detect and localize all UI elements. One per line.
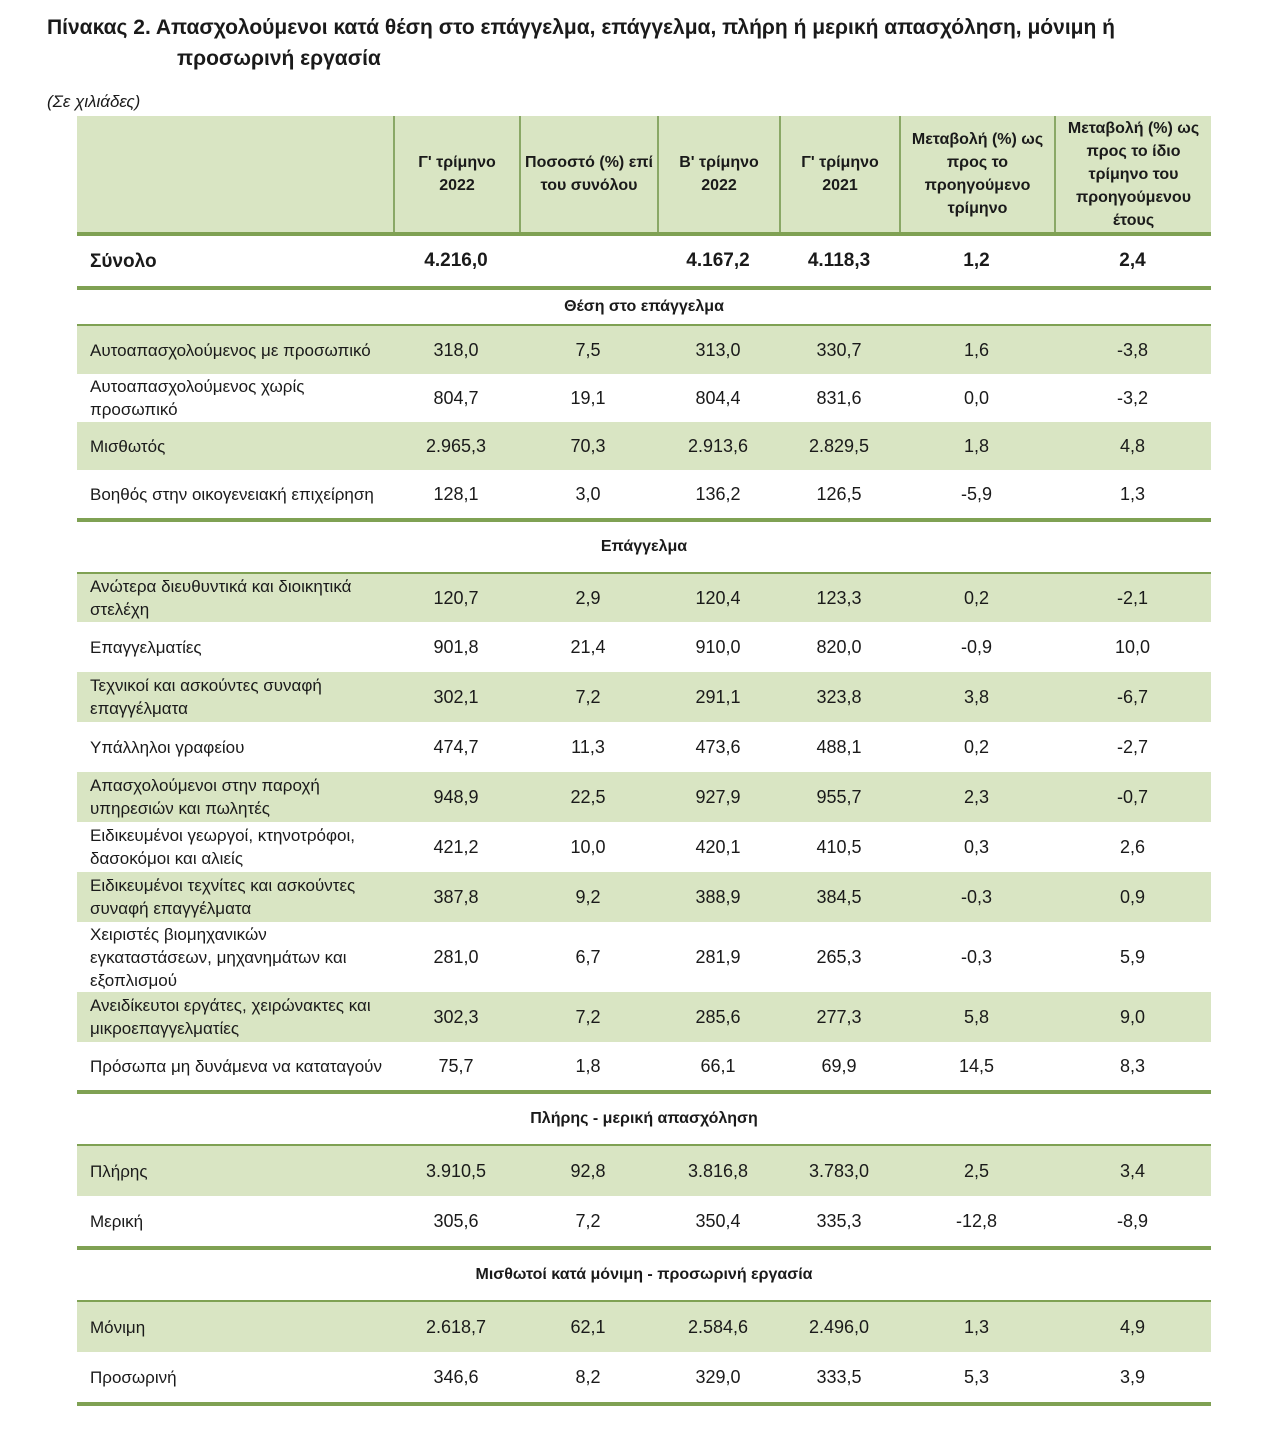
row-label: Υπάλληλοι γραφείου <box>90 737 245 757</box>
header-change-prev-year: Μεταβολή (%) ως προς το ίδιο τρίμηνο του προηγούμενου έτους <box>1054 116 1211 232</box>
cell: 3,9 <box>1119 1366 1146 1387</box>
cell: 346,6 <box>433 1366 479 1387</box>
cell: 3.783,0 <box>808 1160 870 1181</box>
cell: 1,8 <box>963 435 990 456</box>
cell: 3.910,5 <box>425 1160 487 1181</box>
cell: 5,9 <box>1119 946 1146 967</box>
cell: 955,7 <box>816 786 862 807</box>
cell: 69,9 <box>821 1055 857 1076</box>
row-label: Ειδικευμένοι τεχνίτες και ασκούντες συναφή επαγγέλματα <box>90 876 356 918</box>
cell: 4.167,2 <box>686 250 750 271</box>
cell: 1,8 <box>575 1055 601 1076</box>
cell: 2,3 <box>963 786 990 807</box>
cell: -6,7 <box>1116 686 1149 707</box>
header-q3-2021: Γ' τρίμηνο 2021 <box>779 116 899 232</box>
cell: 62,1 <box>570 1316 606 1337</box>
section-title: Μισθωτοί κατά μόνιμη - προσωρινή εργασία <box>475 1266 813 1283</box>
cell: 804,7 <box>433 387 479 408</box>
cell: 474,7 <box>433 736 479 757</box>
table-row <box>77 1302 1211 1352</box>
cell: 305,6 <box>433 1210 479 1231</box>
cell: 4.216,0 <box>424 250 488 271</box>
header-change-prev-quarter: Μεταβολή (%) ως προς το προηγούμενο τρίμηνο <box>899 116 1054 232</box>
cell: 9,2 <box>575 886 601 907</box>
cell: 66,1 <box>700 1055 736 1076</box>
cell: 420,1 <box>695 836 741 857</box>
cell: 0,2 <box>963 736 990 757</box>
cell: 3,0 <box>575 483 601 504</box>
row-label: Αυτοαπασχολούμενος χωρίς προσωπικό <box>90 377 305 419</box>
cell: 10,0 <box>1114 636 1151 657</box>
total-row <box>77 236 1211 286</box>
cell: -0,9 <box>960 636 993 657</box>
row-label: Ανώτερα διευθυντικά και διοικητικά στελέχη <box>90 577 352 619</box>
row-label: Προσωρινή <box>90 1367 177 1387</box>
cell: 123,3 <box>816 587 862 608</box>
cell: 0,3 <box>963 836 990 857</box>
cell: -0,3 <box>960 946 993 967</box>
table-row <box>77 922 1211 992</box>
cell: 302,1 <box>433 686 479 707</box>
cell <box>519 236 657 286</box>
cell: 910,0 <box>695 636 741 657</box>
cell: 7,5 <box>575 339 601 360</box>
cell: 277,3 <box>816 1006 862 1027</box>
cell: 0,0 <box>963 387 990 408</box>
cell: 948,9 <box>433 786 479 807</box>
table-row <box>77 374 1211 422</box>
cell: 75,7 <box>438 1055 474 1076</box>
cell: 281,0 <box>433 946 479 967</box>
cell: 22,5 <box>570 786 606 807</box>
cell: 6,7 <box>575 946 601 967</box>
cell: 3,4 <box>1119 1160 1146 1181</box>
cell: 384,5 <box>816 886 862 907</box>
table-row <box>77 422 1211 470</box>
cell: 2.913,6 <box>687 435 749 456</box>
cell: -2,1 <box>1116 587 1149 608</box>
cell: 5,8 <box>963 1006 990 1027</box>
cell: 2,4 <box>1119 250 1146 271</box>
cell: 120,4 <box>695 587 741 608</box>
header-q2-2022: Β' τρίμηνο 2022 <box>657 116 779 232</box>
table-row <box>77 822 1211 872</box>
cell: 5,3 <box>963 1366 990 1387</box>
cell: 333,5 <box>816 1366 862 1387</box>
cell: 901,8 <box>433 636 479 657</box>
cell: 128,1 <box>433 483 479 504</box>
row-label: Πλήρης <box>90 1161 148 1181</box>
row-label: Τεχνικοί και ασκούντες συναφή επαγγέλματα <box>90 676 322 718</box>
row-label: Μερική <box>90 1211 144 1231</box>
data-table <box>77 116 1211 1406</box>
cell: 302,3 <box>433 1006 479 1027</box>
cell: 421,2 <box>433 836 479 857</box>
cell: 473,6 <box>695 736 741 757</box>
cell: 4,9 <box>1119 1316 1146 1337</box>
cell: 4.118,3 <box>807 250 871 271</box>
cell: 410,5 <box>816 836 862 857</box>
cell: 318,0 <box>433 339 479 360</box>
cell: 281,9 <box>695 946 741 967</box>
cell: 831,6 <box>816 387 862 408</box>
cell: 820,0 <box>816 636 862 657</box>
section-title: Επάγγελμα <box>600 538 688 555</box>
row-label: Ανειδίκευτοι εργάτες, χειρώνακτες και μικροεπαγγελματίες <box>90 996 371 1038</box>
cell: 265,3 <box>816 946 862 967</box>
cell: -0,7 <box>1116 786 1149 807</box>
table-row <box>77 772 1211 822</box>
cell: 1,3 <box>963 1316 990 1337</box>
cell: 313,0 <box>695 339 741 360</box>
cell: 70,3 <box>570 435 606 456</box>
row-label: Ειδικευμένοι γεωργοί, κτηνοτρόφοι, δασοκόμοι και αλιείς <box>90 826 355 868</box>
row-label: Αυτοαπασχολούμενος με προσωπικό <box>90 340 371 360</box>
cell: -3,8 <box>1116 339 1149 360</box>
cell: 3.816,8 <box>687 1160 749 1181</box>
cell: 4,8 <box>1119 435 1146 456</box>
cell: 387,8 <box>433 886 479 907</box>
cell: 323,8 <box>816 686 862 707</box>
row-label: Βοηθός στην οικογενειακή επιχείρηση <box>90 484 374 504</box>
header-q3-2022: Γ' τρίμηνο 2022 <box>393 116 519 232</box>
row-label: Χειριστές βιομηχανικών εγκαταστάσεων, μηχανημάτων και εξοπλισμού <box>90 924 347 990</box>
cell: 126,5 <box>816 483 862 504</box>
header-share: Ποσοστό (%) επί του συνόλου <box>519 116 657 232</box>
cell: 2.965,3 <box>425 435 487 456</box>
cell: 329,0 <box>695 1366 741 1387</box>
cell: 488,1 <box>816 736 862 757</box>
table-row <box>77 1146 1211 1196</box>
cell: 330,7 <box>816 339 862 360</box>
cell: 927,9 <box>695 786 741 807</box>
divider <box>77 1402 1211 1406</box>
cell: 9,0 <box>1119 1006 1146 1027</box>
cell: -5,9 <box>960 483 993 504</box>
table-row <box>77 992 1211 1042</box>
row-label: Επαγγελματίες <box>90 637 202 657</box>
table-row <box>77 672 1211 722</box>
cell: 8,2 <box>575 1366 601 1387</box>
table-row <box>77 872 1211 922</box>
cell: 8,3 <box>1119 1055 1146 1076</box>
cell: 2,9 <box>575 587 601 608</box>
table-title <box>47 12 1247 74</box>
cell: 7,2 <box>575 686 601 707</box>
cell: -3,2 <box>1116 387 1149 408</box>
cell: 0,2 <box>963 587 990 608</box>
table-title-line2: προσωρινή εργασία <box>177 47 381 70</box>
cell: -0,3 <box>960 886 993 907</box>
table-row <box>77 1196 1211 1246</box>
cell: 1,6 <box>963 339 990 360</box>
cell: 21,4 <box>570 636 606 657</box>
cell: 350,4 <box>695 1210 741 1231</box>
table-row <box>77 470 1211 518</box>
section-title: Θέση στο επάγγελμα <box>564 298 724 315</box>
cell: 11,3 <box>571 736 605 757</box>
cell: 120,7 <box>433 587 479 608</box>
cell: 92,8 <box>570 1160 606 1181</box>
cell: 335,3 <box>816 1210 862 1231</box>
cell: 285,6 <box>695 1006 741 1027</box>
row-label: Σύνολο <box>90 250 157 272</box>
table-row <box>77 326 1211 374</box>
cell: 7,2 <box>575 1006 601 1027</box>
cell: -12,8 <box>955 1210 998 1231</box>
cell: 136,2 <box>695 483 741 504</box>
row-label: Μόνιμη <box>90 1317 146 1337</box>
table-row <box>77 1042 1211 1090</box>
cell: 10,0 <box>570 836 606 857</box>
row-label: Πρόσωπα μη δυνάμενα να καταταγούν <box>90 1056 382 1076</box>
table-row <box>77 722 1211 772</box>
cell: 2,6 <box>1119 836 1146 857</box>
cell: 1,3 <box>1119 483 1146 504</box>
cell: 7,2 <box>575 1210 601 1231</box>
cell: 1,2 <box>963 250 990 271</box>
cell: 2,5 <box>963 1160 990 1181</box>
cell: -8,9 <box>1116 1210 1149 1231</box>
cell: 804,4 <box>695 387 741 408</box>
cell: 19,1 <box>570 387 606 408</box>
row-label: Μισθωτός <box>90 436 166 456</box>
units-note: (Σε χιλιάδες) <box>47 92 141 111</box>
row-label: Απασχολούμενοι στην παροχή υπηρεσιών και πωλητές <box>90 776 320 818</box>
table-row <box>77 622 1211 672</box>
table-row <box>77 574 1211 622</box>
cell: 2.584,6 <box>687 1316 749 1337</box>
cell: 388,9 <box>695 886 741 907</box>
cell: 14,5 <box>958 1055 995 1076</box>
cell: 291,1 <box>695 686 741 707</box>
table-header <box>77 116 1211 236</box>
table-row <box>77 1352 1211 1402</box>
cell: 0,9 <box>1119 886 1146 907</box>
section-title: Πλήρης - μερική απασχόληση <box>530 1110 758 1127</box>
cell: 2.496,0 <box>808 1316 870 1337</box>
cell: 2.618,7 <box>425 1316 487 1337</box>
cell: 3,8 <box>963 686 990 707</box>
cell: -2,7 <box>1116 736 1149 757</box>
table-title-line1: Πίνακας 2. Απασχολούμενοι κατά θέση στο επάγγελμα, επάγγελμα, πλήρη ή μερική απασχόληση, μόνιμη ή <box>47 16 1115 39</box>
cell: 2.829,5 <box>808 435 870 456</box>
